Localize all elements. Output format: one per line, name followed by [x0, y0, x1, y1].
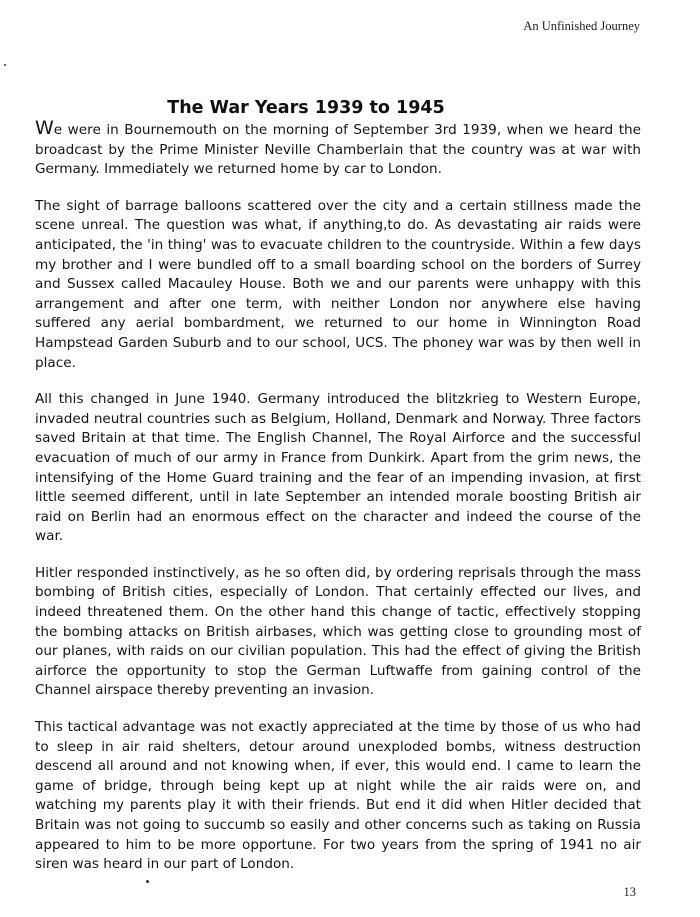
paragraph-4: Hitler responded instinctively, as he so often did, by ordering reprisals through the mass bombing of British cities, especially of London. That certainly effected our lives, and indeed threatened them. On the other hand this change of tactic, effectively stopping the bombing attacks on British airbases, which was getting close to grounding most of our planes, with raids on our civilian population. This had the effect of giving the British airforce the opportunity to stop the German Luftwaffe from gaining control of the Channel airspace thereby preventing an invasion.	[35, 564, 641, 699]
paragraph-3: All this changed in June 1940. Germany introduced the blitzkrieg to Western Europe, invaded neutral countries such as Belgium, Holland, Denmark and Norway. Three factors saved Britain at that time. The English Channel, The Royal Airforce and the successful evacuation of much of our army in France from Dunkirk. Apart from the grim news, the intensifying of the Home Guard training and the fear of an impending invasion, at first little seemed different, until in late September an intended morale boosting British air raid on Berlin had an enormous effect on the character and indeed the course of the war.	[35, 391, 641, 545]
paragraph-1-text: e were in Bournemouth on the morning of September 3rd 1939, when we heard the broadcast by the Prime Minister Neville Chamberlain that the country was at war with Germany. Immediately we returned home by car to London.	[35, 122, 641, 178]
running-header: An Unfinished Journey	[523, 19, 640, 33]
chapter-body	[35, 117, 641, 875]
scan-speck	[4, 64, 6, 66]
chapter-title: The War Years 1939 to 1945	[167, 98, 445, 118]
paragraph-5: This tactical advantage was not exactly appreciated at the time by those of us who had to sleep in air raid shelters, detour around unexploded bombs, witness destruction descend all around and not knowing when, if ever, this would end. I came to learn the game of bridge, through being kept up at night while the air raids were on, and watching my parents play it with their friends. But end it did when Hitler decided that Britain was not going to succumb so easily and other concerns such as taking on Russia appeared to him to be more opportune. For two years from the spring of 1941 no air siren was heard in our part of London.	[35, 719, 641, 873]
scan-speck	[146, 880, 149, 883]
paragraph-1	[35, 117, 641, 180]
paragraph-1-initial: W	[35, 117, 54, 139]
paragraph-2: The sight of barrage balloons scattered over the city and a certain stillness made the scene unreal. The question was what, if anything,to do. As devastating air raids were anticipated, the 'in thing' was to evacuate children to the countryside. Within a few days my brother and I were bundled off to a small boarding school on the borders of Surrey and Sussex called Macauley House. Both we and our parents were unhappy with this arrangement and after one term, with neither London nor anywhere else having suffered any aerial bombardment, we returned to our home in Winnington Road Hampstead Garden Suburb and to our school, UCS. The phoney war was by then well in place.	[35, 197, 641, 371]
page-number: 13	[623, 885, 636, 899]
